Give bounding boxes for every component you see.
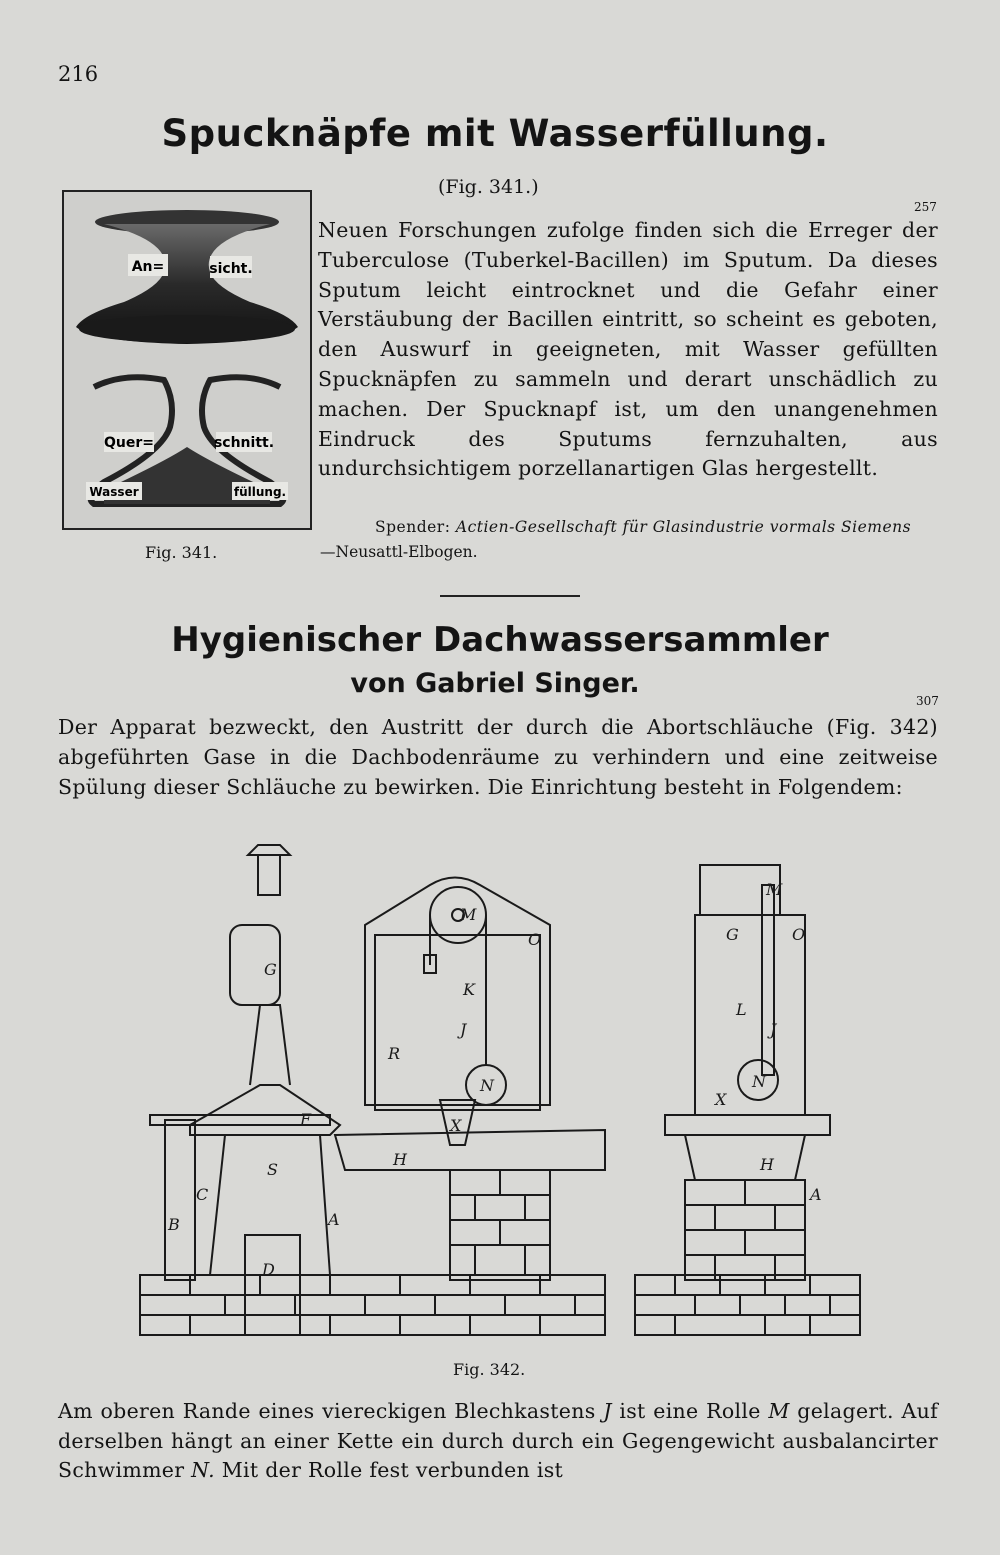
label-r: R	[388, 1044, 401, 1063]
label-o-right: O	[792, 925, 806, 944]
label-f: F	[300, 1110, 312, 1129]
brick-base-left	[140, 1275, 605, 1335]
label-ansicht-left: An=	[131, 259, 165, 275]
label-k: K	[463, 980, 475, 999]
label-j-right: J	[770, 1020, 777, 1039]
section-divider	[440, 595, 580, 597]
trough	[335, 1130, 605, 1170]
label-d: D	[262, 1260, 275, 1279]
label-c: C	[196, 1185, 209, 1204]
page-number: 216	[58, 62, 99, 86]
label-x: X	[450, 1116, 462, 1135]
section-title-spucknaepfe: Spucknäpfe mit Wasserfüllung.	[161, 112, 829, 155]
dachwassersammler-illustration	[130, 835, 870, 1355]
right-box	[695, 915, 805, 1115]
sponsor-place: —Neusattl-Elbogen.	[320, 543, 478, 561]
section-title-dachwassersammler: Hygienischer Dachwassersammler	[171, 620, 829, 660]
paragraph-spucknaepfe: Neuen Forschungen zufolge finden sich die Erreger der Tuberculose (Tuberkel-Bacillen) im Sputum. Da dieses Sputum leicht eintrocknet und die Gefahr einer Verstäubung der Bacillen eintritt, so scheint es geboten, den Auswurf in geeigneten, mit Wasser gefüllten Spucknäpfen zu sammeln und derart unschädlich zu machen. Der Spucknapf ist, um den unangenehmen Eindruck des Sputums fernzuhalten, aus undurchsichtigem porzellanartigen Glas hergestellt.	[318, 218, 938, 481]
label-a-right: A	[810, 1185, 822, 1204]
label-j: J	[460, 1020, 467, 1039]
spittoon-base	[79, 315, 295, 343]
figure-341-caption: Fig. 341.	[145, 543, 218, 562]
box-j	[365, 878, 550, 1106]
label-n-right: N	[752, 1072, 766, 1091]
brick-joints	[635, 1275, 860, 1335]
label-m-right: M	[766, 880, 783, 899]
chain	[430, 915, 486, 1065]
text-segment: Mit der Rolle fest verbunden ist	[214, 1458, 564, 1482]
figure-342	[130, 835, 870, 1355]
funnel-walls	[210, 1135, 330, 1275]
paragraph-dachwassersammler: Der Apparat bezweckt, den Austritt der durch die Abortschläuche (Fig. 342) abgeführten Gase in die Dachbodenräume zu verhindern und eine zeitweise Spülung dieser Schläuche zu bewirken. Die Einrichtung besteht in Folgendem:	[58, 715, 938, 799]
figure-reference: (Fig. 341.)	[438, 176, 539, 198]
brick-joints	[140, 1275, 605, 1335]
label-g: G	[264, 960, 277, 979]
chimney-cap	[248, 845, 290, 855]
label-wasser: Wasser	[89, 485, 139, 499]
symbol-j: J	[603, 1399, 612, 1423]
box-j-inner	[375, 935, 540, 1110]
pipe-lower	[245, 1235, 300, 1335]
text-segment: gelagert. Auf derselben hängt an einer Kette ein durch durch ein Gegengewicht ausbalancirter Schwimmer	[58, 1399, 938, 1482]
text-segment: ist eine Rolle	[611, 1399, 769, 1423]
right-pipe	[762, 885, 774, 1075]
label-g-right: G	[726, 925, 739, 944]
label-ansicht-right: sicht.	[209, 261, 253, 277]
label-o: O	[528, 930, 542, 949]
label-x-right: X	[715, 1090, 727, 1109]
label-querschnitt-right: schnitt.	[213, 435, 275, 451]
label-h: H	[393, 1150, 407, 1169]
brick-joints	[685, 1180, 805, 1280]
sponsor-line	[375, 518, 911, 536]
sponsor-label: Spender:	[375, 518, 451, 536]
side-box	[165, 1120, 195, 1280]
symbol-n: N.	[191, 1458, 215, 1482]
brick-joints	[450, 1170, 550, 1275]
paragraph-blechkasten	[58, 1397, 938, 1486]
label-querschnitt-left: Quer=	[104, 435, 154, 451]
right-ledge	[665, 1115, 830, 1135]
article-number: 257	[914, 200, 937, 214]
label-h-right: H	[760, 1155, 774, 1174]
brick-base-right	[635, 1275, 860, 1335]
right-trough	[685, 1135, 805, 1180]
label-a: A	[328, 1210, 340, 1229]
roof-hood	[190, 1085, 340, 1135]
label-l-right: L	[736, 1000, 747, 1019]
spittoon-illustration	[64, 192, 310, 528]
label-m: M	[460, 905, 477, 924]
symbol-m: M	[768, 1399, 790, 1423]
section-subtitle-author: von Gabriel Singer.	[350, 668, 640, 699]
label-n: N	[480, 1076, 494, 1095]
article-number: 307	[916, 694, 939, 708]
pipe-upper	[250, 1005, 290, 1085]
figure-341	[62, 190, 312, 530]
label-fuellung: füllung.	[233, 485, 287, 499]
figure-342-caption: Fig. 342.	[453, 1360, 526, 1379]
text-segment: Am oberen Rande eines viereckigen Blechkastens	[58, 1399, 604, 1423]
sponsor-name: Actien-Gesellschaft für Glasindustrie vormals Siemens	[455, 518, 912, 536]
label-b: B	[168, 1215, 180, 1234]
label-s: S	[267, 1160, 278, 1179]
chimney-top	[258, 855, 280, 895]
